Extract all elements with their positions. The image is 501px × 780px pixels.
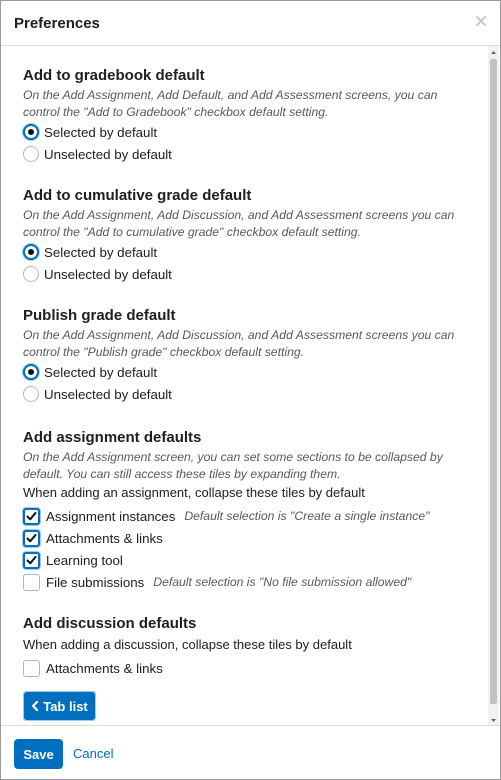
- radio-selected[interactable]: [23, 244, 39, 260]
- scrollbar-thumb[interactable]: [490, 59, 497, 704]
- radio-unselected[interactable]: [23, 146, 39, 162]
- chevron-left-icon: [31, 701, 39, 711]
- dialog-header: [1, 1, 500, 46]
- scroll-up-arrow-icon[interactable]: [488, 46, 499, 58]
- checkbox-label: File submissions: [46, 574, 145, 590]
- section-title: Add discussion defaults: [23, 615, 197, 632]
- section-title: Publish grade default: [23, 307, 176, 324]
- checkbox-option[interactable]: [23, 571, 471, 593]
- section-title: Add to gradebook default: [23, 67, 205, 84]
- discussion-section: [23, 614, 471, 679]
- radio-label: Selected by default: [44, 364, 158, 380]
- checkbox-note: Default selection is "No file submission allowed": [153, 575, 412, 589]
- radio-option[interactable]: [23, 241, 471, 263]
- radio-option[interactable]: [23, 121, 471, 143]
- dialog-title: Preferences: [14, 15, 100, 32]
- section-description: On the Add Assignment, Add Discussion, and Add Assessment screens you can control the "Add to cumulative grade" checkbox default setting.: [23, 208, 455, 239]
- radio-label: Selected by default: [44, 244, 158, 260]
- checkmark-icon: [26, 555, 37, 566]
- section-description: On the Add Assignment, Add Discussion, and Add Assessment screens you can control the "Publish grade" checkbox default setting.: [23, 328, 455, 359]
- checkbox-option[interactable]: [23, 527, 471, 549]
- close-icon[interactable]: [475, 15, 487, 27]
- assignment-section: [23, 428, 471, 593]
- radio-option[interactable]: [23, 263, 471, 285]
- section-description: On the Add Assignment, Add Default, and Add Assessment screens, you can control the "Add to Gradebook" checkbox default setting.: [23, 88, 438, 119]
- section-title: Add to cumulative grade default: [23, 187, 252, 204]
- dialog-body: [1, 46, 500, 725]
- tab-list-button[interactable]: [23, 691, 96, 721]
- checkmark-icon: [26, 511, 37, 522]
- dialog-footer: [1, 725, 500, 780]
- radio-unselected[interactable]: [23, 266, 39, 282]
- checkbox-option[interactable]: [23, 549, 471, 571]
- radio-option[interactable]: [23, 143, 471, 165]
- checkbox-label: Assignment instances: [46, 508, 176, 524]
- radio-unselected[interactable]: [23, 386, 39, 402]
- scroll-down-arrow-icon[interactable]: [488, 713, 499, 725]
- radio-label: Unselected by default: [44, 386, 172, 402]
- cumulative-section: [23, 186, 471, 285]
- checkmark-icon: [26, 533, 37, 544]
- radio-option[interactable]: [23, 383, 471, 405]
- checkbox-option[interactable]: [23, 657, 471, 679]
- checkbox-label: Learning tool: [46, 552, 123, 568]
- radio-label: Unselected by default: [44, 146, 172, 162]
- tab-list-label: Tab list: [43, 698, 88, 714]
- cancel-link[interactable]: Cancel: [73, 746, 114, 761]
- radio-label: Unselected by default: [44, 266, 172, 282]
- radio-label: Selected by default: [44, 124, 158, 140]
- section-description: On the Add Assignment screen, you can set some sections to be collapsed by default. You can still access these tiles by expanding them.: [23, 450, 443, 481]
- section-title: Add assignment defaults: [23, 429, 202, 446]
- radio-selected[interactable]: [23, 364, 39, 380]
- vertical-scrollbar[interactable]: [488, 46, 499, 725]
- checkbox-option[interactable]: [23, 505, 471, 527]
- checkbox-label: Attachments & links: [46, 530, 163, 546]
- checkbox-note: Default selection is "Create a single instance": [184, 509, 430, 523]
- checkbox-label: Attachments & links: [46, 660, 163, 676]
- save-button[interactable]: Save: [14, 739, 63, 769]
- section-instruction: When adding a discussion, collapse these tiles by default: [23, 637, 352, 652]
- checkbox-checked[interactable]: [23, 508, 40, 525]
- publish-section: [23, 306, 471, 405]
- checkbox-checked[interactable]: [23, 530, 40, 547]
- checkbox-unchecked[interactable]: [23, 574, 40, 591]
- gradebook-section: [23, 66, 471, 165]
- checkbox-checked[interactable]: [23, 552, 40, 569]
- radio-option[interactable]: [23, 361, 471, 383]
- section-instruction: When adding an assignment, collapse these tiles by default: [23, 485, 365, 500]
- radio-selected[interactable]: [23, 124, 39, 140]
- checkbox-unchecked[interactable]: [23, 660, 40, 677]
